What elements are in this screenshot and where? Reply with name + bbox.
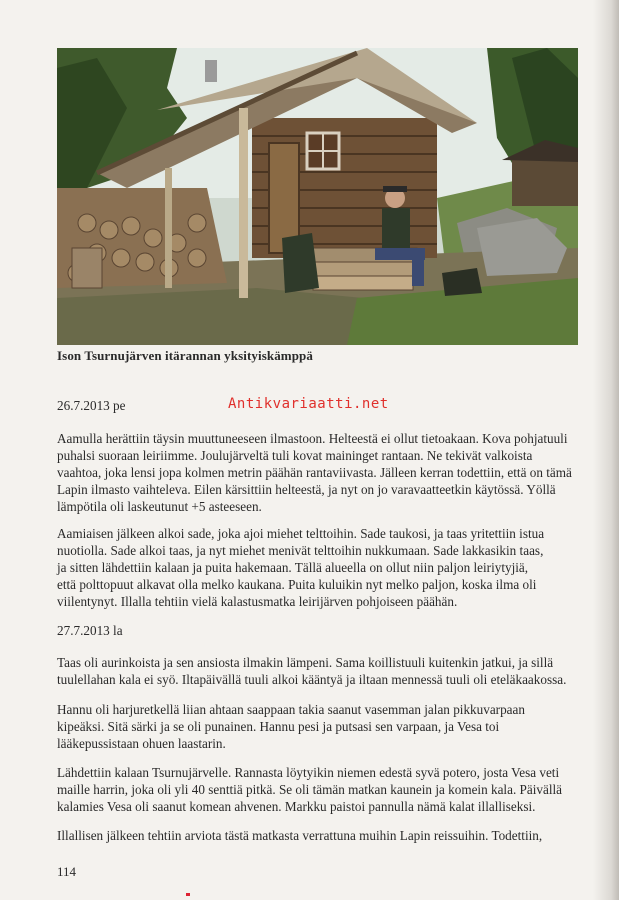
log-cabin-photo bbox=[57, 48, 578, 345]
entry-date bbox=[57, 622, 577, 639]
date-heading: 26.7.2013 pe bbox=[57, 398, 126, 413]
text-line: Aamulla herättiin täysin muuttuneeseen ilmastoon. Helteestä ei ollut tietoakaan. Kova pohjatuuli bbox=[57, 431, 568, 446]
watermark-text: Antikvariaatti.net bbox=[228, 396, 389, 412]
paragraph bbox=[57, 654, 577, 688]
entry-date bbox=[57, 397, 577, 414]
page-edge-shadow bbox=[593, 0, 619, 900]
paragraph bbox=[57, 525, 577, 610]
text-line: vaahtoa, joka lensi jopa kolmen metrin päähän rantaviivasta. Jälleen kerran todettiin, että on tämä bbox=[57, 465, 572, 480]
text-line: viilentynyt. Illalla tehtiin vielä kalastusmatka leirijärven pohjoiseen päähän. bbox=[57, 594, 458, 609]
text-line: että polttopuut alkavat olla melko kaukana. Puita kuluikin nyt melko paljon, koska ilma oli bbox=[57, 577, 537, 592]
text-line: maille harrin, joka oli yli 40 senttiä pitkä. Se oli tämän matkan kaunein ja komein kala. Päivällä bbox=[57, 782, 563, 797]
text-line: ja sitten lähdettiin kalaan ja puita hakemaan. Tällä alueella on ollut niin paljon leiriytyjiä, bbox=[57, 560, 529, 575]
text-line: Hannu oli harjuretkellä liian ahtaan saappaan takia saanut vasemman jalan pikkuvarpaan bbox=[57, 702, 525, 717]
text-line: kalamies Vesa oli saanut komean ahvenen. Markku paistoi pannulla nämä kalat illalliseksi. bbox=[57, 799, 536, 814]
paragraph bbox=[57, 701, 577, 752]
text-line: puhalsi suoraan leiriimme. Joulujärveltä tuli kovat maininget rantaan. Ne tekivät valkoista bbox=[57, 448, 533, 463]
text-line: Lähdettiin kalaan Tsurnujärvelle. Rannasta löytyikin niemen edestä syvä potero, josta Vesa veti bbox=[57, 765, 560, 780]
page-number: 114 bbox=[57, 864, 77, 879]
paragraph bbox=[57, 764, 577, 815]
text-line: Illallisen jälkeen tehtiin arviota tästä matkasta verrattuna muihin Lapin reissuihin. Todettiin, bbox=[57, 828, 543, 843]
text-line: Taas oli aurinkoista ja sen ansiosta ilmakin lämpeni. Sama koillistuuli kuitenkin jatkui, ja sillä bbox=[57, 655, 554, 670]
text-line: Aamiaisen jälkeen alkoi sade, joka ajoi miehet telttoihin. Sade taukosi, ja taas yritettiin istua bbox=[57, 526, 545, 541]
photo-caption: Ison Tsurnujärven itärannan yksityiskämppä bbox=[57, 348, 313, 363]
text-line: kipeäksi. Sitä särki ja se oli punainen. Hannu pesi ja putsasi sen varpaan, ja Vesa toi bbox=[57, 719, 500, 734]
text-line: nuotiolla. Sade alkoi taas, ja nyt miehet menivät telttoihin nukkumaan. Sade lakkasikin taas, bbox=[57, 543, 544, 558]
paragraph bbox=[57, 827, 577, 844]
ink-mark bbox=[186, 893, 190, 896]
date-heading: 27.7.2013 la bbox=[57, 623, 123, 638]
text-line: lääkepussistaan ohuen laastarin. bbox=[57, 736, 226, 751]
text-line: lämpötila oli laskeutunut +5 asteeseen. bbox=[57, 499, 262, 514]
text-line: Lapin ilmasto vaihteleva. Eilen kärsittiin helteestä, ja nyt on jo varavaatteetkin käytössä. Yöllä bbox=[57, 482, 556, 497]
paragraph bbox=[57, 430, 577, 515]
text-line: tuulellahan kala ei syö. Iltapäivällä tuuli alkoi kääntyä ja iltaan mennessä tuuli oli eteläkaakossa. bbox=[57, 672, 567, 687]
